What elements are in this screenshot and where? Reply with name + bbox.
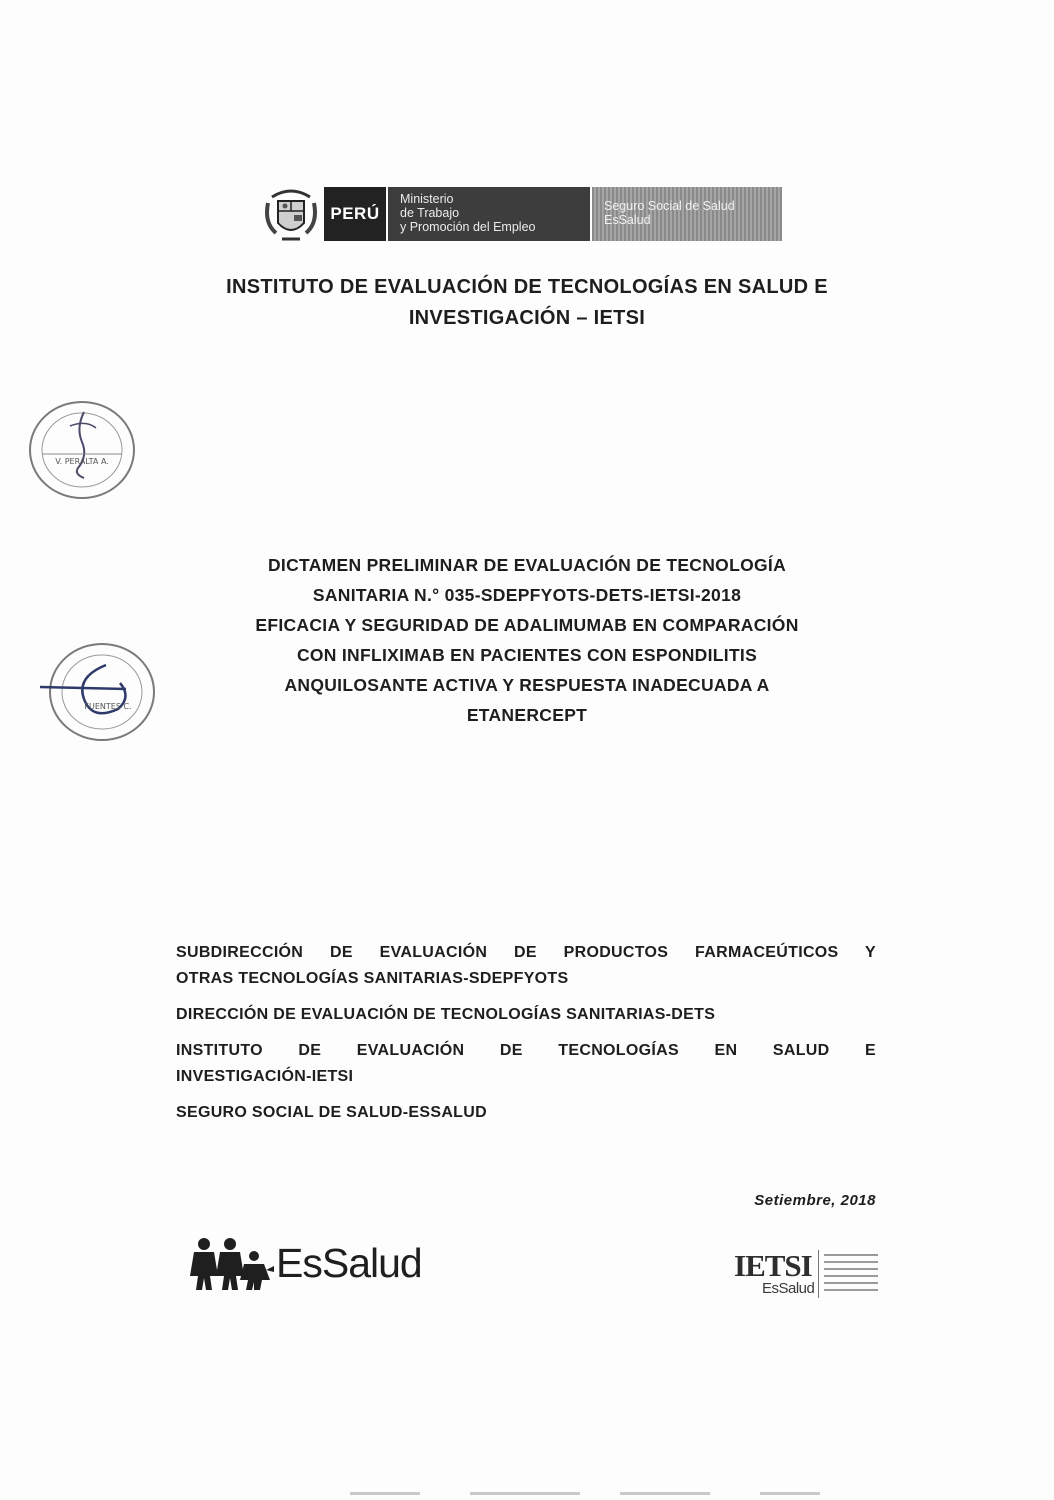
document-date: Setiembre, 2018 bbox=[754, 1192, 876, 1209]
seguro-line: Seguro Social de Salud bbox=[604, 199, 735, 213]
direccion-line: DIRECCIÓN DE EVALUACIÓN DE TECNOLOGÍAS SANITARIAS-DETS bbox=[176, 1006, 716, 1023]
peru-label: PERÚ bbox=[324, 187, 386, 241]
authoring-bodies bbox=[176, 940, 876, 1136]
dictamen-line: ETANERCEPT bbox=[466, 705, 588, 725]
scan-artifact bbox=[470, 1492, 580, 1495]
peru-coat-of-arms-icon bbox=[262, 183, 320, 245]
ietsi-logo-text: IETSI bbox=[734, 1248, 812, 1283]
family-figures-icon bbox=[188, 1236, 276, 1292]
subdireccion-line-1: SUBDIRECCIÓN DE EVALUACIÓN DE PRODUCTOS FARMACEÚTICOS Y bbox=[176, 944, 876, 961]
official-stamp-1 bbox=[26, 398, 138, 502]
instituto-block bbox=[176, 1038, 876, 1090]
dictamen-line: ANQUILOSANTE ACTIVA Y RESPUESTA INADECUADA A bbox=[284, 675, 770, 695]
ietsi-logo bbox=[734, 1248, 884, 1304]
dictamen-line: EFICACIA Y SEGURIDAD DE ADALIMUMAB EN COMPARACIÓN bbox=[255, 615, 799, 635]
ietsi-logo-divider bbox=[818, 1250, 819, 1298]
seguro-social-line: SEGURO SOCIAL DE SALUD-ESSALUD bbox=[176, 1104, 487, 1121]
essalud-logo-text: EsSalud bbox=[276, 1240, 422, 1286]
scan-artifact bbox=[760, 1492, 820, 1495]
scan-artifact bbox=[350, 1492, 420, 1495]
essalud-logo bbox=[188, 1236, 448, 1296]
subdireccion-line-2: OTRAS TECNOLOGÍAS SANITARIAS-SDEPFYOTS bbox=[176, 970, 569, 987]
institute-title-line: INSTITUTO DE EVALUACIÓN DE TECNOLOGÍAS EN SALUD E bbox=[226, 276, 828, 298]
ministerio-label bbox=[388, 187, 590, 241]
instituto-line-1: INSTITUTO DE EVALUACIÓN DE TECNOLOGÍAS EN SALUD E bbox=[176, 1042, 876, 1059]
institute-title-line: INVESTIGACIÓN – IETSI bbox=[408, 307, 646, 329]
subdireccion-block bbox=[176, 940, 876, 992]
dictamen-line: CON INFLIXIMAB EN PACIENTES CON ESPONDILITIS bbox=[296, 645, 758, 665]
dictamen-title bbox=[150, 550, 904, 730]
dictamen-line: SANITARIA N.° 035-SDEPFYOTS-DETS-IETSI-2018 bbox=[312, 585, 742, 605]
ietsi-logo-subtext: EsSalud bbox=[762, 1280, 815, 1297]
scan-artifact bbox=[620, 1492, 710, 1495]
institute-title bbox=[160, 272, 894, 334]
seguro-line: EsSalud bbox=[604, 213, 651, 227]
stamp-1-text: V. PERALTA A. bbox=[55, 457, 109, 466]
ministerio-line: y Promoción del Empleo bbox=[400, 220, 536, 234]
seguro-social-label bbox=[592, 187, 782, 241]
stamp-2-text: FUENTES C. bbox=[84, 702, 132, 711]
instituto-line-2: INVESTIGACIÓN-IETSI bbox=[176, 1068, 354, 1085]
ministerio-line: Ministerio bbox=[400, 192, 454, 206]
dictamen-line: DICTAMEN PRELIMINAR DE EVALUACIÓN DE TECNOLOGÍA bbox=[267, 555, 787, 575]
ietsi-logo-fine-print bbox=[824, 1254, 878, 1296]
official-stamp-2 bbox=[36, 637, 160, 747]
government-header-banner bbox=[262, 183, 782, 245]
ministerio-line: de Trabajo bbox=[400, 206, 460, 220]
